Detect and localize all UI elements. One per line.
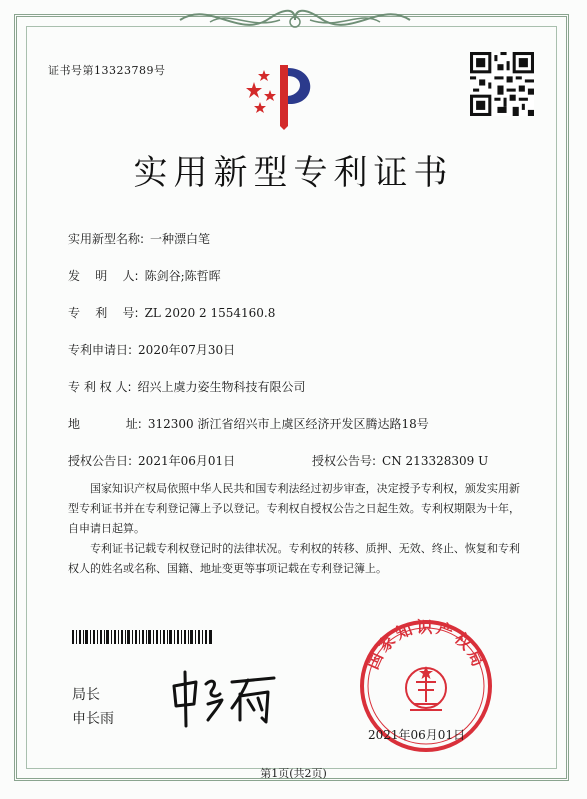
page-number: 第1页(共2页)	[260, 767, 327, 780]
field-label: 授权公告日:	[68, 454, 133, 468]
field-label: 专利申请日:	[68, 343, 133, 357]
field-value: 绍兴上虞力姿生物科技有限公司	[137, 380, 306, 394]
qr-code-icon	[470, 52, 534, 116]
field-value: 2021年06月01日	[138, 454, 236, 468]
director-name: 申长雨	[72, 711, 114, 727]
field-label: 授权公告号:	[312, 454, 377, 468]
field-value: 312300 浙江省绍兴市上虞区经济开发区腾达路18号	[147, 417, 429, 431]
field-value: ZL 2020 2 1554160.8	[144, 306, 276, 320]
field-grant-number	[312, 452, 488, 469]
field-grant-date	[68, 452, 235, 469]
barcode-icon	[72, 630, 212, 644]
field-patent-number	[68, 304, 275, 321]
top-ornament	[170, 0, 420, 40]
field-value: 一种漂白笔	[150, 232, 211, 246]
field-filing-date	[68, 341, 235, 358]
handwritten-signature	[168, 664, 288, 730]
page-title: 实用新型专利证书	[133, 153, 454, 193]
statement-paragraph-2: 专利证书记载专利权登记时的法律状况。专利权的转移、质押、无效、终止、恢复和专利权人的姓名或名称、国籍、地址变更等事项记载在专利登记簿上。	[68, 542, 520, 575]
field-label: 发 明 人:	[68, 269, 139, 283]
field-address	[68, 415, 429, 432]
field-inventor	[68, 267, 221, 284]
field-patentee	[68, 378, 306, 395]
field-value: CN 213328309 U	[382, 454, 489, 468]
seal-text: 国家知识产权局	[362, 618, 490, 673]
field-label: 专 利 权 人:	[68, 380, 132, 394]
field-value: 2020年07月30日	[138, 343, 236, 357]
field-value: 陈剑谷;陈哲晖	[144, 269, 221, 283]
field-utility-model-name	[68, 230, 210, 247]
field-label: 专 利 号:	[68, 306, 139, 320]
seal-date: 2021年06月01日	[368, 728, 466, 742]
field-label: 实用新型名称:	[68, 232, 145, 246]
cnipa-logo-icon	[244, 60, 324, 130]
statement-paragraph-1: 国家知识产权局依照中华人民共和国专利法经过初步审查，决定授予专利权，颁发实用新型专利证书并在专利登记簿上予以登记。专利权自授权公告之日起生效。专利权期限为十年，自申请日起算。	[68, 482, 520, 535]
svg-text:国家知识产权局	[363, 618, 489, 672]
director-title: 局长	[72, 687, 100, 703]
field-label: 地 址:	[68, 417, 142, 431]
certificate-number: 证书号第13323789号	[48, 64, 166, 77]
